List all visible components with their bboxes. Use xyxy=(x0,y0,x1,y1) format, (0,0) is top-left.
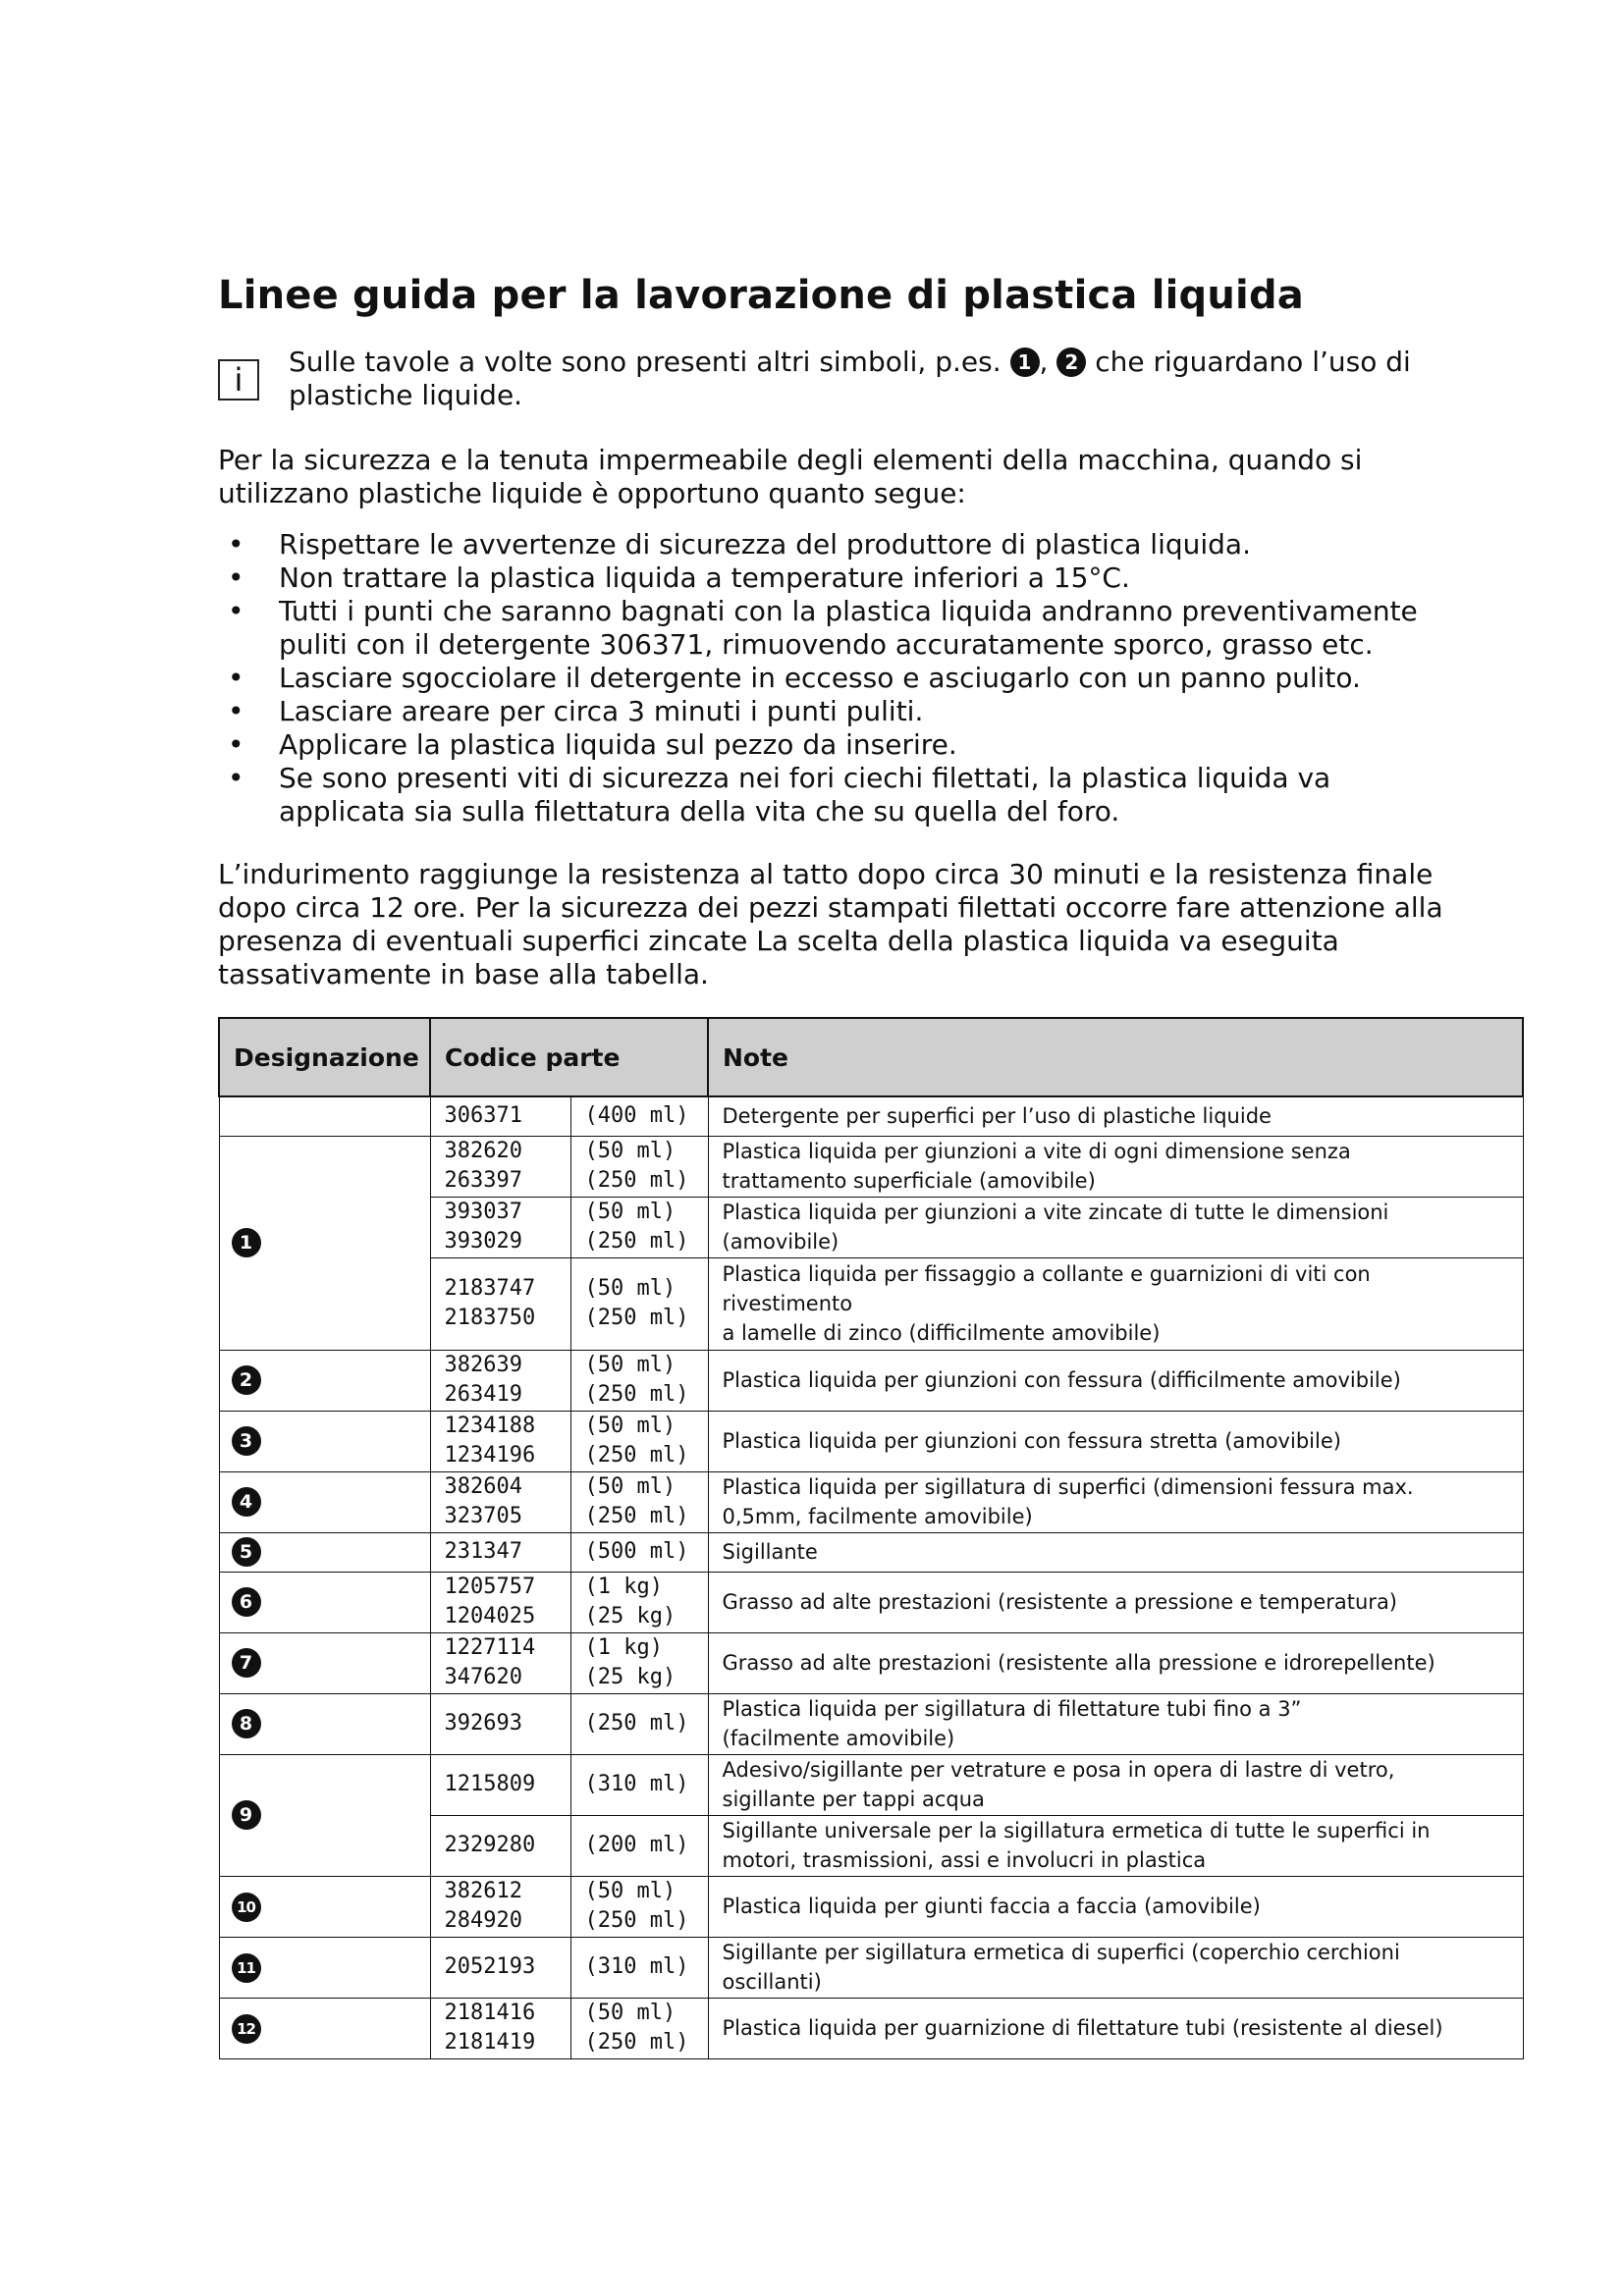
intro-line: utilizzano plastiche liquide è opportuno quanto segue: xyxy=(218,477,966,509)
designation-number-icon: 11 xyxy=(232,1953,261,1983)
note-cell xyxy=(708,1876,1523,1937)
quantity-cell xyxy=(570,1632,708,1693)
designation-number-icon: 5 xyxy=(232,1537,261,1567)
quantity-cell-line: (25 kg) xyxy=(584,1604,677,1629)
list-item xyxy=(218,595,1494,662)
quantity-cell xyxy=(570,1693,708,1754)
quantity-cell-line: (310 ml) xyxy=(584,1772,689,1796)
list-item xyxy=(218,662,1494,695)
designation-number-icon: 10 xyxy=(232,1893,261,1922)
info-text xyxy=(289,346,1467,412)
info-separator: , xyxy=(1039,346,1049,378)
quantity-cell xyxy=(570,1411,708,1471)
quantity-cell xyxy=(570,1815,708,1876)
designation-number-icon: 8 xyxy=(232,1709,261,1738)
part-code-cell xyxy=(430,1754,570,1815)
note-cell xyxy=(708,1572,1523,1632)
part-code-cell xyxy=(430,1532,570,1572)
note-cell-line: sigillante per tappi acqua xyxy=(722,1788,985,1811)
part-code-cell-line: 393037 xyxy=(444,1200,522,1224)
part-code-cell-line: 392693 xyxy=(444,1711,522,1735)
quantity-cell-line: (50 ml) xyxy=(584,2001,677,2025)
note-cell-line: (facilmente amovibile) xyxy=(722,1727,955,1750)
part-code-cell-line: 382604 xyxy=(444,1474,522,1499)
quantity-cell-line: (50 ml) xyxy=(584,1353,677,1377)
note-cell-line: Plastica liquida per giunti faccia a faccia (amovibile) xyxy=(722,1895,1261,1918)
part-code-cell-line: 2329280 xyxy=(444,1833,536,1857)
designation-cell xyxy=(219,1411,430,1471)
quantity-cell xyxy=(570,1876,708,1937)
quantity-cell xyxy=(570,1937,708,1998)
part-code-cell xyxy=(430,1693,570,1754)
part-code-cell-line: 382612 xyxy=(444,1879,522,1903)
quantity-cell-line: (500 ml) xyxy=(584,1539,689,1564)
part-code-cell xyxy=(430,1096,570,1136)
page-title: Linee guida per la lavorazione di plastica liquida xyxy=(218,273,1304,318)
list-item-text: • Tutti i punti che saranno bagnati con la plastica liquida andranno preventivamente xyxy=(279,595,1418,627)
note-cell xyxy=(708,1632,1523,1693)
quantity-cell-line: (50 ml) xyxy=(584,1474,677,1499)
note-cell-line: Plastica liquida per sigillatura di filettature tubi fino a 3” xyxy=(722,1697,1302,1721)
note-cell xyxy=(708,1197,1523,1257)
part-code-cell-line: 306371 xyxy=(444,1103,522,1129)
info-text-line2: plastiche liquide. xyxy=(289,379,523,411)
quantity-cell-line: (250 ml) xyxy=(584,1504,689,1528)
header-note: Note xyxy=(708,1018,1523,1096)
quantity-cell-line: (50 ml) xyxy=(584,1879,677,1903)
part-code-cell-line: 263419 xyxy=(444,1382,522,1407)
part-code-cell-line: 393029 xyxy=(444,1229,522,1254)
table-row xyxy=(219,1411,1523,1471)
part-code-cell xyxy=(430,1411,570,1471)
quantity-cell xyxy=(570,1257,708,1350)
part-code-cell-line: 1234188 xyxy=(444,1414,536,1438)
designation-number-icon: 6 xyxy=(232,1587,261,1617)
designation-cell xyxy=(219,1350,430,1411)
list-item xyxy=(218,695,1494,728)
designation-cell xyxy=(219,1532,430,1572)
part-code-cell-line: 2181419 xyxy=(444,2030,536,2055)
note-cell-line: Grasso ad alte prestazioni (resistente alla pressione e idrorepellente) xyxy=(722,1651,1435,1675)
part-code-cell xyxy=(430,1350,570,1411)
part-code-cell-line: 263397 xyxy=(444,1168,522,1193)
part-code-cell xyxy=(430,1937,570,1998)
list-item-text: • Lasciare areare per circa 3 minuti i punti puliti. xyxy=(279,695,924,727)
table-row xyxy=(219,1136,1523,1197)
part-code-cell-line: 2052193 xyxy=(444,1954,536,1979)
quantity-cell xyxy=(570,1532,708,1572)
part-code-cell-line: 2181416 xyxy=(444,2001,536,2025)
part-code-cell-line: 284920 xyxy=(444,1908,522,1933)
table-row xyxy=(219,1693,1523,1754)
note-cell-line: trattamento superficiale (amovibile) xyxy=(722,1169,1096,1193)
designation-cell xyxy=(219,1754,430,1876)
note-cell xyxy=(708,1532,1523,1572)
note-cell xyxy=(708,1136,1523,1197)
list-item-text: puliti con il detergente 306371, rimuovendo accuratamente sporco, grasso etc. xyxy=(279,628,1374,661)
list-item-text: applicata sia sulla filettatura della vita che su quella del foro. xyxy=(279,795,1120,828)
note-cell-line: Plastica liquida per giunzioni a vite zincate di tutte le dimensioni xyxy=(722,1201,1389,1224)
note-cell-line: Detergente per superfici per l’uso di plastiche liquide xyxy=(722,1104,1272,1129)
designation-number-icon: 1 xyxy=(232,1228,261,1257)
intro-line: Per la sicurezza e la tenuta impermeabile degli elementi della macchina, quando si xyxy=(218,444,1363,476)
designation-number-icon: 2 xyxy=(232,1365,261,1395)
note-cell xyxy=(708,1754,1523,1815)
info-icon: i xyxy=(218,359,259,400)
table-row xyxy=(219,1876,1523,1937)
quantity-cell-line: (25 kg) xyxy=(584,1665,677,1689)
closing-line: dopo circa 12 ore. Per la sicurezza dei pezzi stampati filettati occorre fare attenzione alla xyxy=(218,891,1443,924)
quantity-cell-line: (250 ml) xyxy=(584,2030,689,2055)
quantity-cell xyxy=(570,1754,708,1815)
quantity-cell xyxy=(570,1096,708,1136)
part-code-cell xyxy=(430,1136,570,1197)
part-code-cell xyxy=(430,1998,570,2058)
note-cell xyxy=(708,1096,1523,1136)
designation-cell xyxy=(219,1876,430,1937)
note-cell-line: Plastica liquida per sigillatura di superfici (dimensioni fessura max. xyxy=(722,1475,1414,1499)
closing-line: presenza di eventuali superfici zincate La scelta della plastica liquida va eseguita xyxy=(218,925,1339,957)
note-cell-line: Plastica liquida per giunzioni con fessura stretta (amovibile) xyxy=(722,1429,1341,1453)
note-cell xyxy=(708,1350,1523,1411)
quantity-cell-line: (50 ml) xyxy=(584,1139,677,1163)
quantity-cell-line: (250 ml) xyxy=(584,1711,689,1735)
note-cell-line: (amovibile) xyxy=(722,1230,839,1254)
table-row xyxy=(219,1532,1523,1572)
quantity-cell-line: (250 ml) xyxy=(584,1306,689,1330)
note-cell xyxy=(708,1257,1523,1350)
quantity-cell xyxy=(570,1136,708,1197)
list-item-text: • Rispettare le avvertenze di sicurezza del produttore di plastica liquida. xyxy=(279,528,1251,561)
table-row xyxy=(219,1632,1523,1693)
list-item-text: • Applicare la plastica liquida sul pezzo da inserire. xyxy=(279,728,957,761)
table-body xyxy=(219,1096,1523,2058)
table-row xyxy=(219,1937,1523,1998)
designation-number-icon: 9 xyxy=(232,1800,261,1830)
part-code-cell xyxy=(430,1876,570,1937)
list-item xyxy=(218,561,1494,595)
table-row xyxy=(219,1471,1523,1532)
intro-paragraph xyxy=(218,444,1485,510)
quantity-cell-line: (250 ml) xyxy=(584,1382,689,1407)
guideline-list xyxy=(218,528,1494,828)
part-code-cell-line: 382639 xyxy=(444,1353,522,1377)
part-code-cell-line: 382620 xyxy=(444,1139,522,1163)
list-item-text: • Non trattare la plastica liquida a temperature inferiori a 15°C. xyxy=(279,561,1130,594)
quantity-cell xyxy=(570,1572,708,1632)
quantity-cell-line: (1 kg) xyxy=(584,1575,663,1599)
designation-cell xyxy=(219,1572,430,1632)
list-item xyxy=(218,528,1494,561)
note-cell-line: Sigillante per sigillatura ermetica di superfici (coperchio cerchioni xyxy=(722,1941,1400,1964)
quantity-cell-line: (50 ml) xyxy=(584,1414,677,1438)
quantity-cell-line: (50 ml) xyxy=(584,1200,677,1224)
part-code-cell xyxy=(430,1257,570,1350)
table-row xyxy=(219,1754,1523,1815)
note-cell xyxy=(708,1693,1523,1754)
header-designazione: Designazione xyxy=(219,1018,430,1096)
note-cell xyxy=(708,1998,1523,2058)
note-cell xyxy=(708,1815,1523,1876)
header-codice-parte: Codice parte xyxy=(430,1018,708,1096)
quantity-cell-line: (250 ml) xyxy=(584,1168,689,1193)
list-item-text: • Se sono presenti viti di sicurezza nei fori ciechi filettati, la plastica liquida va xyxy=(279,762,1331,794)
note-cell-line: 0,5mm, facilmente amovibile) xyxy=(722,1505,1033,1528)
note-cell xyxy=(708,1937,1523,1998)
part-code-cell-line: 1227114 xyxy=(444,1635,536,1660)
designation-cell xyxy=(219,1998,430,2058)
table-row xyxy=(219,1998,1523,2058)
note-cell-line: Sigillante universale per la sigillatura ermetica di tutte le superfici in xyxy=(722,1819,1431,1842)
note-cell xyxy=(708,1411,1523,1471)
quantity-cell-line: (1 kg) xyxy=(584,1635,663,1660)
quantity-cell xyxy=(570,1998,708,2058)
part-code-cell xyxy=(430,1632,570,1693)
quantity-cell-line: (50 ml) xyxy=(584,1276,677,1301)
quantity-cell xyxy=(570,1471,708,1532)
part-code-cell xyxy=(430,1815,570,1876)
quantity-cell xyxy=(570,1350,708,1411)
table-row xyxy=(219,1572,1523,1632)
note-cell-line: oscillanti) xyxy=(722,1970,822,1994)
note-cell-line: Plastica liquida per giunzioni a vite di ogni dimensione senza xyxy=(722,1140,1351,1163)
designation-number-icon: 4 xyxy=(232,1487,261,1517)
quantity-cell-line: (200 ml) xyxy=(584,1833,689,1857)
closing-paragraph xyxy=(218,858,1524,991)
note-cell-line: Adesivo/sigillante per vetrature e posa in opera di lastre di vetro, xyxy=(722,1758,1395,1782)
part-code-cell xyxy=(430,1572,570,1632)
part-code-cell-line: 323705 xyxy=(444,1504,522,1528)
note-cell-line: Plastica liquida per giunzioni con fessura (difficilmente amovibile) xyxy=(722,1368,1401,1392)
part-code-cell-line: 2183747 xyxy=(444,1276,536,1301)
note-cell-line: motori, trasmissioni, assi e involucri in plastica xyxy=(722,1848,1207,1872)
symbol-2-icon: 2 xyxy=(1056,347,1086,377)
part-code-cell xyxy=(430,1471,570,1532)
note-cell xyxy=(708,1471,1523,1532)
designation-cell xyxy=(219,1632,430,1693)
table-row xyxy=(219,1096,1523,1136)
part-code-cell-line: 1205757 xyxy=(444,1575,536,1599)
quantity-cell-line: (250 ml) xyxy=(584,1229,689,1254)
note-cell-line: Sigillante xyxy=(722,1540,818,1564)
quantity-cell xyxy=(570,1197,708,1257)
info-text-after: che riguardano l’uso di xyxy=(1095,346,1411,378)
part-code-cell-line: 2183750 xyxy=(444,1306,536,1330)
designation-number-icon: 7 xyxy=(232,1648,261,1678)
quantity-cell-line: (250 ml) xyxy=(584,1908,689,1933)
quantity-cell-line: (400 ml) xyxy=(584,1103,689,1129)
part-code-cell-line: 1215809 xyxy=(444,1772,536,1796)
info-text-before: Sulle tavole a volte sono presenti altri simboli, p.es. xyxy=(289,346,1001,378)
designation-cell xyxy=(219,1937,430,1998)
part-code-cell-line: 1234196 xyxy=(444,1443,536,1468)
note-cell-line: rivestimento xyxy=(722,1292,853,1315)
note-cell-line: a lamelle di zinco (difficilmente amovibile) xyxy=(722,1321,1161,1345)
symbol-1-icon: 1 xyxy=(1010,347,1040,377)
part-code-cell-line: 1204025 xyxy=(444,1604,536,1629)
note-cell-line: Grasso ad alte prestazioni (resistente a pressione e temperatura) xyxy=(722,1590,1398,1614)
part-code-cell-line: 347620 xyxy=(444,1665,522,1689)
list-item xyxy=(218,762,1494,828)
quantity-cell-line: (310 ml) xyxy=(584,1954,689,1979)
table-row xyxy=(219,1350,1523,1411)
designation-number-icon: 3 xyxy=(232,1426,261,1456)
closing-line: L’indurimento raggiunge la resistenza al tatto dopo circa 30 minuti e la resistenza finale xyxy=(218,858,1434,890)
part-code-cell-line: 231347 xyxy=(444,1539,522,1564)
product-table xyxy=(218,1017,1524,2059)
quantity-cell-line: (250 ml) xyxy=(584,1443,689,1468)
designation-cell xyxy=(219,1096,430,1136)
designation-cell xyxy=(219,1693,430,1754)
designation-number-icon: 12 xyxy=(232,2014,261,2044)
note-cell-line: Plastica liquida per fissaggio a collante e guarnizioni di viti con xyxy=(722,1262,1371,1286)
closing-line: tassativamente in base alla tabella. xyxy=(218,958,709,990)
part-code-cell xyxy=(430,1197,570,1257)
designation-cell xyxy=(219,1471,430,1532)
note-cell-line: Plastica liquida per guarnizione di filettature tubi (resistente al diesel) xyxy=(722,2016,1443,2040)
designation-cell xyxy=(219,1136,430,1350)
table-header-row xyxy=(219,1018,1523,1096)
list-item xyxy=(218,728,1494,762)
list-item-text: • Lasciare sgocciolare il detergente in eccesso e asciugarlo con un panno pulito. xyxy=(279,662,1361,694)
